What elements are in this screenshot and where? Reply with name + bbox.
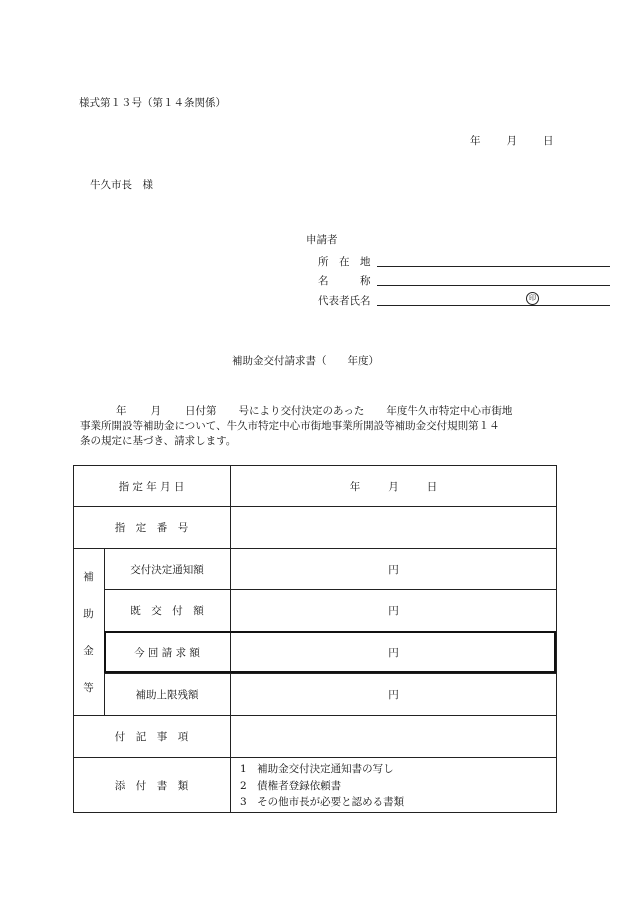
document-title: 補助金交付請求書（ 年度）	[232, 355, 379, 367]
date-year: 年	[470, 135, 481, 147]
form-number: 様式第１３号（第１４条関係）	[79, 97, 226, 109]
group-char-4: 等	[83, 682, 94, 694]
attachment-item: 3 その他市長が必要と認める書類	[240, 796, 405, 808]
submission-date	[470, 133, 554, 148]
current-request-label: 今 回 請 求 額	[134, 646, 200, 659]
body-day-no: 日付第	[185, 405, 217, 417]
seal-mark: 印	[526, 292, 539, 305]
subsidy-group-label	[73, 548, 104, 716]
location-field-line[interactable]	[377, 266, 610, 267]
designated-date-value[interactable]	[230, 465, 557, 507]
location-label: 所 在 地	[318, 256, 371, 268]
attachment-item: 1 補助金交付決定通知書の写し	[240, 763, 394, 775]
applicant-rep-row	[318, 293, 536, 308]
rep-label: 代表者氏名	[318, 295, 371, 307]
body-line-1	[80, 404, 560, 419]
rep-field-line[interactable]	[377, 305, 610, 306]
date-month: 月	[506, 135, 517, 147]
notes-label: 付 記 事 項	[114, 730, 189, 743]
attachments-label: 添 付 書 類	[114, 779, 189, 792]
body-year: 年	[116, 405, 127, 417]
attachment-item: 2 債権者登録依頼書	[240, 779, 342, 792]
body-decision: 号により交付決定のあった	[238, 405, 365, 417]
remaining-limit-value[interactable]: 円	[388, 688, 399, 701]
name-field-line[interactable]	[377, 285, 610, 286]
group-char-2: 助	[83, 608, 94, 620]
request-body	[80, 404, 560, 449]
applicant-name-row	[318, 273, 375, 288]
table-date-day: 日	[426, 480, 438, 493]
body-fiscal: 年度牛久市特定中心市街地	[386, 405, 513, 417]
notes-value[interactable]	[230, 715, 557, 757]
table-date-month: 月	[388, 480, 399, 493]
body-line-2: 事業所開設等補助金について、牛久市特定中心市街地事業所開設等補助金交付規則第１４	[80, 420, 500, 432]
body-line-3: 条の規定に基づき、請求します。	[80, 435, 237, 447]
name-label: 名 称	[318, 275, 371, 287]
remaining-limit-label: 補助上限残額	[135, 688, 199, 701]
applicant-heading: 申請者	[306, 234, 338, 246]
paid-amount-value[interactable]: 円	[388, 605, 399, 617]
current-request-value[interactable]: 円	[388, 646, 399, 659]
table-date-year: 年	[349, 480, 361, 493]
designated-date-label: 指 定 年 月 日	[118, 480, 185, 493]
request-table	[73, 465, 557, 813]
addressee: 牛久市長 様	[90, 179, 153, 191]
decision-amount-value[interactable]: 円	[388, 563, 399, 576]
date-day: 日	[543, 135, 554, 147]
group-char-1: 補	[83, 571, 94, 583]
group-char-3: 金	[83, 645, 94, 657]
paid-amount-label: 既 交 付 額	[130, 605, 204, 617]
attachments-list	[240, 761, 404, 811]
designated-number-value[interactable]	[230, 507, 557, 548]
applicant-location-row	[318, 254, 375, 269]
decision-amount-label: 交付決定通知額	[130, 563, 204, 576]
body-month: 月	[150, 405, 161, 417]
designated-number-label: 指 定 番 号	[114, 522, 189, 534]
